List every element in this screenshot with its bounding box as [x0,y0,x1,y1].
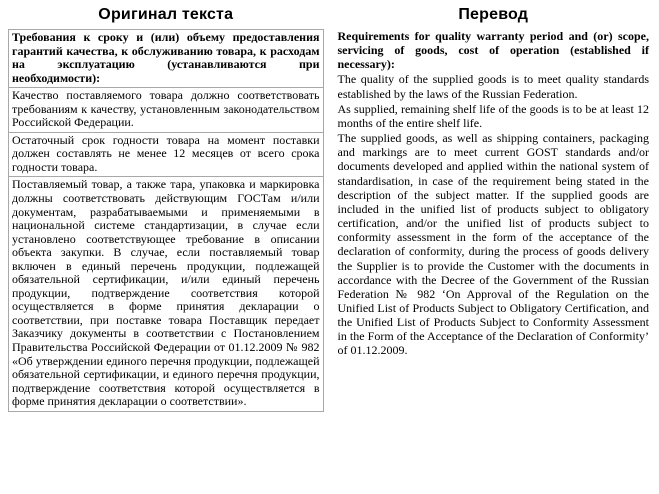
translation-column [336,4,652,412]
translation-paragraph-3: As supplied, remaining shelf life of the goods is to be at least 12 months of the entire shelf life. [337,101,649,130]
original-text-column [8,4,324,412]
original-paragraph-3: Остаточный срок годности товара на момент поставки должен составлять не менее 12 месяцев от всего срока годности товара. [8,132,324,178]
translation-paragraph-2: The quality of the supplied goods is to meet quality standards established by the laws of the Russian Federation. [337,72,649,101]
original-paragraph-4: Поставляемый товар, а также тара, упаковка и маркировка должны соответствовать действующим ГОСТам и/или документам, разрабатываемыми и применяемыми в национальной системе стандартизации, в случае если установлено соответствующее требование в описании объекта закупки. В случае, если поставляемый товар включен в единый перечень продукции, подлежащей обязательной сертификации, и/или единый перечень продукции, подтверждение соответствия которой осуществляется в форме принятия декларации о соответствии, при поставке товара Поставщик передает Заказчику документы в соответствии с Постановлением Правительства Российской Федерации от 01.12.2009 № 982 «Об утверждении единого перечня продукции, подлежащей обязательной сертификации, и единого перечня продукции, подтверждение соответствия которой осуществляется в форме принятия декларации о соответствии». [8,176,324,411]
original-paragraph-cells [8,29,324,412]
translation-column-title: Перевод [458,6,529,23]
translation-paragraphs [336,29,652,358]
translation-paragraph-4: The supplied goods, as well as shipping containers, packaging and markings are to meet current GOST standards and/or documents developed and applied within the national system of standardisation, in case of the requirement being stated in the description of the subject matter. If the supplied goods are included in the unified list of products subject to obligatory certification, and/or the unified list of products subject to conformity assessment in the form of the acceptance of the declaration of conformity, during the process of goods delivery the Supplier is to provide the Customer with the documents in accordance with the Decree of the Government of the Russian Federation № 982 ‘On Approval of the Regulation on the Unified List of Products Subject to Obligatory Certification, and the Unified List of Products Subject to Conformity Assessment in the Form of the Acceptance of the Declaration of Conformity’ of 01.12.2009. [337,131,649,358]
original-paragraph-1: Требования к сроку и (или) объему предоставления гарантий качества, к обслуживанию товара, к расходам на эксплуатацию (устанавливаются при необходимости): [8,29,324,88]
original-column-title: Оригинал текста [98,6,234,23]
translation-paragraph-1: Requirements for quality warranty period and (or) scope, servicing of goods, cost of operation (established if necessary): [337,29,649,72]
original-paragraph-2: Качество поставляемого товара должно соответствовать требованиям к качеству, установленным законодательством Российской Федерации. [8,87,324,133]
